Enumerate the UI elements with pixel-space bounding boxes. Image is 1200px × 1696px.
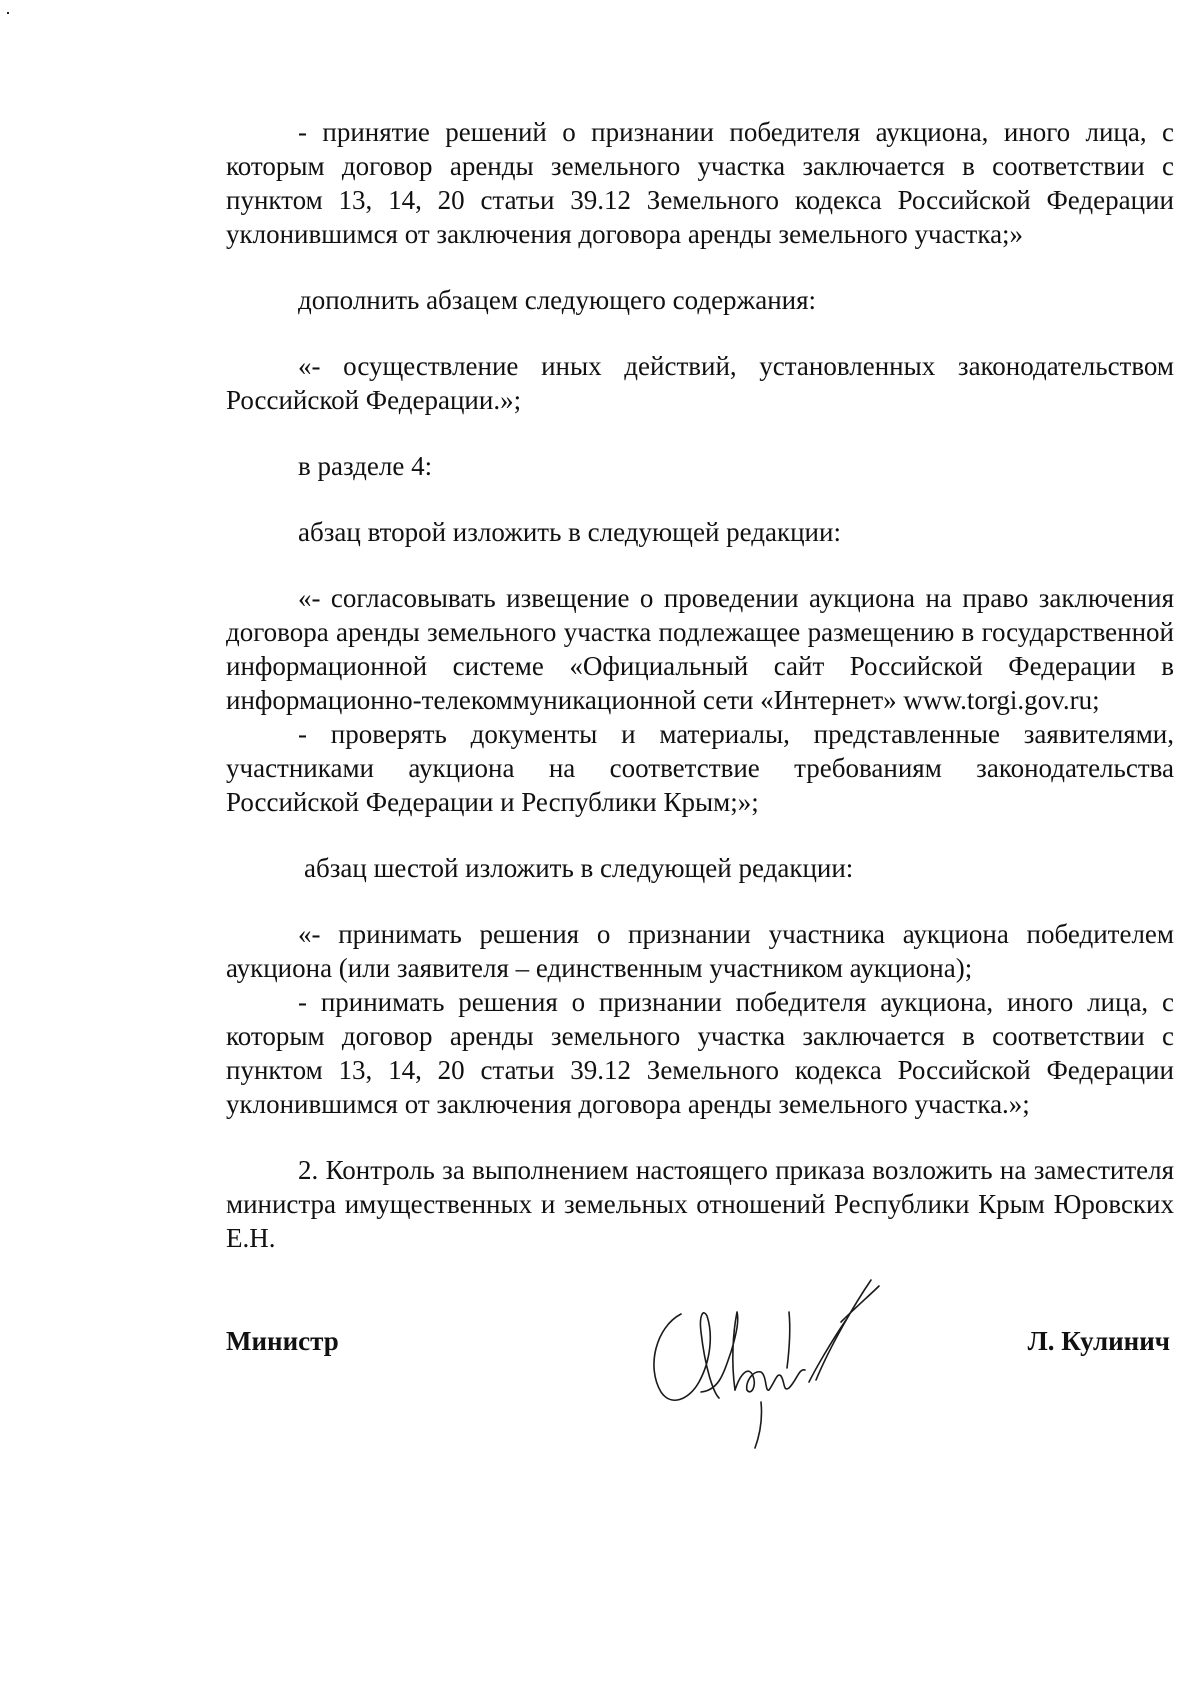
signatory-name: Л. Кулинич <box>1027 1326 1170 1356</box>
paragraph-accept-evader: - принимать решения о признании победителя аукциона, иного лица, с которым договор аренды земельного участка заключается в соответствии с пунктом 13, 14, 20 статьи 39.12 Земельного кодекса Российской Федерации уклонившимся от заключения договора аренды земельного участка.»; <box>226 987 1174 1119</box>
paragraph-section-4: в разделе 4: <box>298 451 433 481</box>
paragraph-second-clause: абзац второй изложить в следующей редакции: <box>298 517 841 547</box>
paragraph-decision-clause: - принятие решений о признании победителя аукциона, иного лица, с которым договор аренды земельного участка заключается в соответствии с пунктом 13, 14, 20 статьи 39.12 Земельного кодекса Российской Федерации уклонившимся от заключения договора аренды земельного участка;» <box>226 117 1174 249</box>
paragraph-other-actions: «- осуществление иных действий, установленных законодательством Российской Федерации.»; <box>226 351 1174 415</box>
paragraph-sixth-clause: абзац шестой изложить в следующей редакции: <box>304 853 854 883</box>
paragraph-agree-notice: «- согласовывать извещение о проведении аукциона на право заключения договора аренды земельного участка подлежащее размещению в государственной информационной системе «Официальный сайт Российской Федерации в информационно-телекоммуникационной сети «Интернет» www.torgi.gov.ru; <box>226 583 1174 715</box>
paragraph-control: 2. Контроль за выполнением настоящего приказа возложить на заместителя министра имущественных и земельных отношений Республики Крым Юровских Е.Н. <box>226 1155 1174 1253</box>
signatory-title: Министр <box>226 1326 339 1356</box>
paragraph-add-clause: дополнить абзацем следующего содержания: <box>298 285 817 315</box>
paragraph-accept-winner: «- принимать решения о признании участника аукциона победителем аукциона (или заявителя – единственным участником аукциона); <box>226 919 1174 983</box>
signature-block <box>226 1302 1170 1452</box>
document-body <box>226 115 1174 1255</box>
scan-artifact-dot <box>7 12 9 14</box>
handwritten-signature <box>641 1272 901 1452</box>
paragraph-check-documents: - проверять документы и материалы, представленные заявителями, участниками аукциона на соответствие требованиям законодательства Российской Федерации и Республики Крым;»; <box>226 719 1174 817</box>
